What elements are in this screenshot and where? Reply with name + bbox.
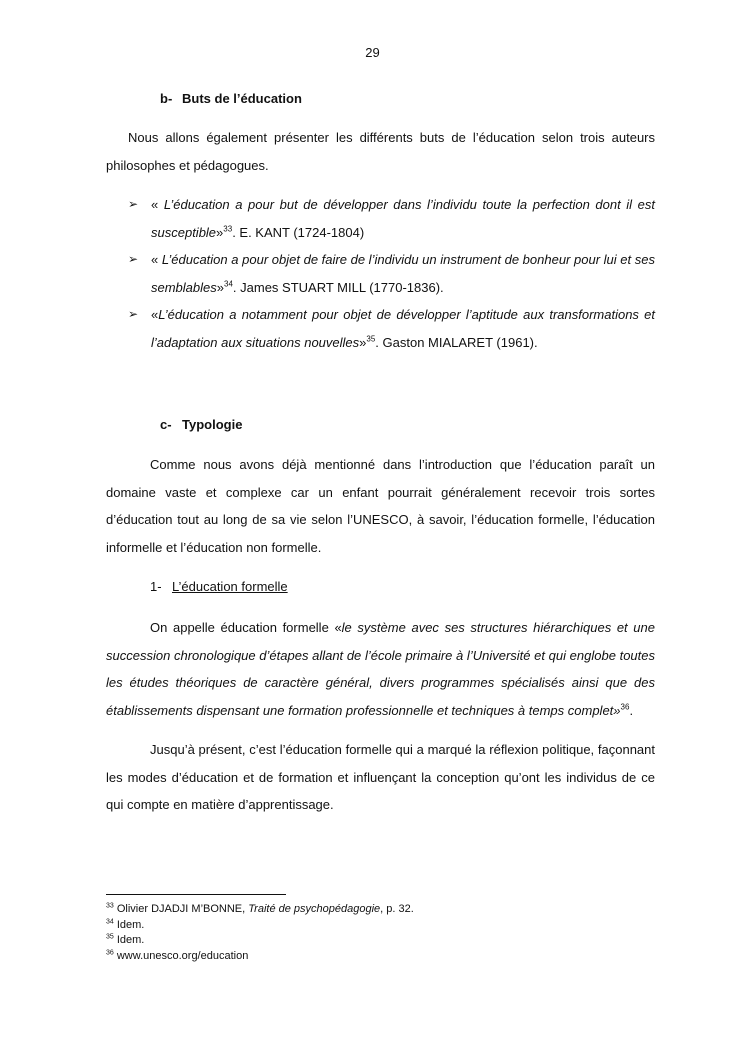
footnotes	[106, 902, 414, 964]
formal-education-paragraph: Jusqu’à présent, c’est l’éducation formelle qui a marqué la réflexion politique, façonnant les modes d’éducation et de formation et influençant la conception qu’ont les individus de ce qui compte en matière d’apprentissage.	[106, 742, 655, 812]
arrow-bullet-icon: ➢	[128, 307, 139, 321]
author-kant: . E. KANT (1724-1804)	[232, 224, 365, 240]
subsection-1-number: 1-	[150, 579, 162, 594]
quote-mialaret: L’éducation a notamment pour objet de développer l’aptitude aux transformations et l’adaptation aux situations nouvelles	[151, 307, 655, 350]
footnote-34: $^{34}$ Idem.	[106, 917, 145, 931]
page-number: 29	[365, 45, 380, 60]
section-c-letter: c-	[160, 417, 172, 432]
footnote-33: $^{33}$ Olivier DJADJI M’BONNE, Traité de psychopédagogie, p. 32.	[106, 902, 414, 915]
author-mialaret: . Gaston MIALARET (1961).	[375, 334, 538, 350]
subsection-1-title: L’éducation formelle	[172, 579, 288, 594]
section-b-heading	[160, 91, 302, 106]
quote-kant: L’éducation a pour but de développer dans l’individu toute la perfection dont il est susceptible	[151, 197, 656, 240]
arrow-bullet-icon: ➢	[128, 197, 139, 211]
typology-paragraph: Comme nous avons déjà mentionné dans l’introduction que l’éducation paraît un domaine vaste et complexe car un enfant pourrait généralement recevoir trois sortes d’éducation tout au long de sa vie selon l’UNESCO, à savoir, l’éducation formelle, l’éducation informelle et l’éducation non formelle.	[106, 457, 655, 555]
author-mill: . James STUART MILL (1770-1836).	[232, 279, 444, 295]
subsection-1-heading	[150, 579, 288, 594]
footnote-ref: 35	[366, 334, 376, 344]
list-item: ➢ «L’éducation a notamment pour objet de développer l’aptitude aux transformations et l’adaptation aux situations nouvelles»$^{35}$. Gaston MIALARET (1961).	[128, 301, 655, 356]
section-b-title: Buts de l’éducation	[182, 91, 302, 106]
quote-mill: L’éducation a pour objet de faire de l’individu un instrument de bonheur pour lui et ses semblables	[151, 252, 655, 295]
footnote-35: $^{35}$ Idem.	[106, 933, 145, 946]
list-item: ➢ « L’éducation a pour objet de faire de l’individu un instrument de bonheur pour lui et ses semblables»$^{34}$. James STUART MILL (1770-1836).	[128, 246, 655, 301]
footnote-36: $^{36}$ www.unesco.org/education	[106, 948, 249, 962]
list-item: ➢ « L’éducation a pour but de développer dans l’individu toute la perfection dont il est susceptible»$^{33}$. E. KANT (1724-1804)	[128, 191, 655, 246]
goals-list	[128, 191, 655, 356]
arrow-bullet-icon: ➢	[128, 252, 139, 266]
formal-education-definition: On appelle éducation formelle «le système avec ses structures hiérarchiques et une succession chronologique d’étapes allant de l’école primaire à l’Université et qui englobe toutes les études théoriques de caractère général, divers programmes spécialisés ainsi que des établissements dispensant une formation professionnelle et techniques à temps complet»$^{36}$.	[106, 620, 656, 718]
section-b-intro: Nous allons également présenter les différents buts de l’éducation selon trois auteurs philosophes et pédagogues.	[106, 130, 655, 173]
footnote-ref: 33	[223, 224, 233, 234]
section-c-heading	[160, 417, 242, 432]
section-c-title: Typologie	[182, 417, 243, 432]
footnote-ref: 36	[620, 702, 630, 712]
section-b-letter: b-	[160, 91, 173, 106]
definition-quote: le système avec ses structures hiérarchiques et une succession chronologique d’étapes allant de l’école primaire à l’Université et qui englobe toutes les études théoriques de caractère général, divers programmes spécialisés ainsi que des établissements dispensant une formation professionnelle et techniques à temps complet»	[106, 620, 656, 718]
footnote-ref: 34	[224, 279, 233, 289]
footnote-divider	[106, 894, 286, 895]
